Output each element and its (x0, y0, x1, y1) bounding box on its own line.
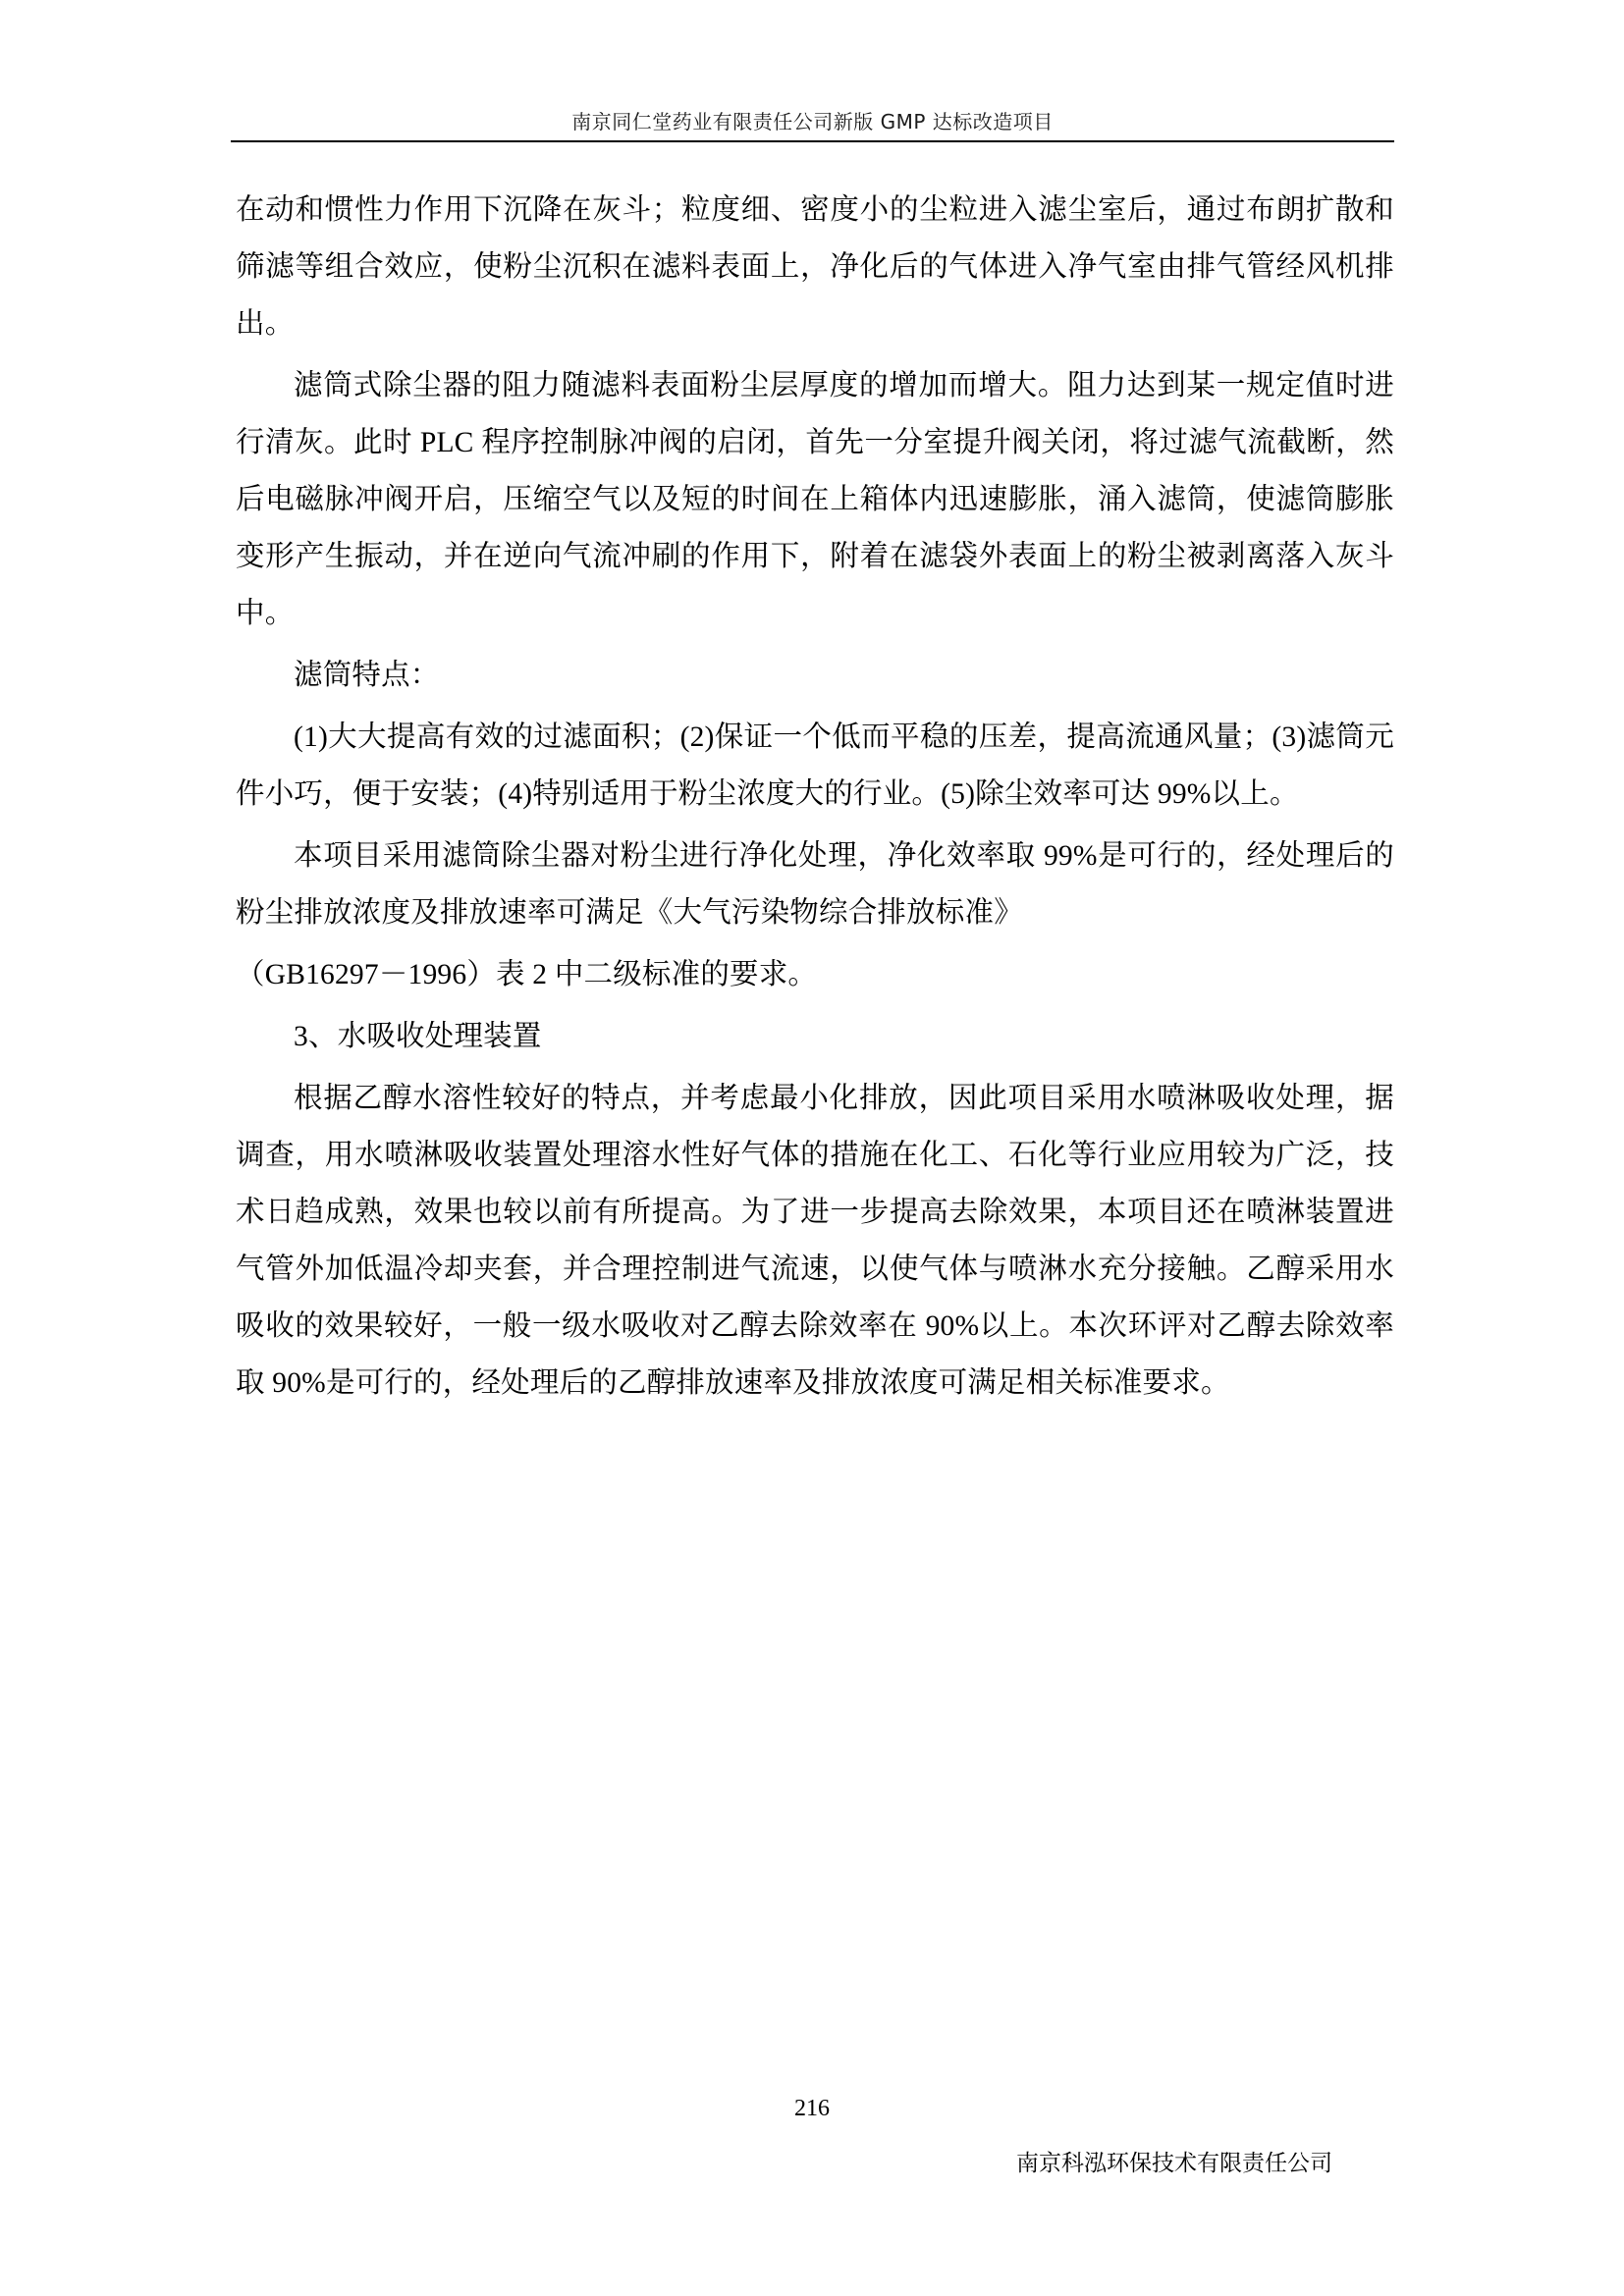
paragraph: 滤筒特点： (294, 660, 440, 691)
paragraph: (1)大大提高有效的过滤面积；(2)保证一个低而平稳的压差，提高流通风量；(3)滤筒元件小巧，便于安装；(4)特别适用于粉尘浓度大的行业。(5)除尘效率可达 99%以上。 (236, 721, 1394, 810)
header-divider (231, 140, 1394, 142)
paragraph: （GB16297－1996）表 2 中二级标准的要求。 (236, 959, 818, 990)
section-heading: 3、水吸收处理装置 (294, 1021, 542, 1052)
paragraph: 滤筒式除尘器的阻力随滤料表面粉尘层厚度的增加而增大。阻力达到某一规定值时进行清灰。此时 PLC 程序控制脉冲阀的启闭，首先一分室提升阀关闭，将过滤气流截断，然后电磁脉冲阀开启，压缩空气以及短的时间在上箱体内迅速膨胀，涌入滤筒，使滤筒膨胀变形产生振动，并在逆向气流冲刷的作用下，附着在滤袋外表面上的粉尘被剥离落入灰斗中。 (236, 370, 1394, 629)
paragraph: 根据乙醇水溶性较好的特点，并考虑最小化排放，因此项目采用水喷淋吸收处理，据调查，用水喷淋吸收装置处理溶水性好气体的措施在化工、石化等行业应用较为广泛，技术日趋成熟，效果也较以前有所提高。为了进一步提高去除效果，本项目还在喷淋装置进气管外加低温冷却夹套，并合理控制进气流速，以使气体与喷淋水充分接触。乙醇采用水吸收的效果较好，一般一级水吸收对乙醇去除效率在 90%以上。本次环评对乙醇去除效率取 90%是可行的，经处理后的乙醇排放速率及排放浓度可满足相关标准要求。 (236, 1083, 1394, 1399)
page-number: 216 (794, 2096, 830, 2121)
page-body (236, 182, 1394, 1416)
paragraph: 本项目采用滤筒除尘器对粉尘进行净化处理，净化效率取 99%是可行的，经处理后的粉尘排放浓度及排放速率可满足《大气污染物综合排放标准》 (236, 840, 1394, 929)
page-header-title: 南京同仁堂药业有限责任公司新版 GMP 达标改造项目 (571, 110, 1054, 133)
footer-organization: 南京科泓环保技术有限责任公司 (1016, 2151, 1332, 2176)
paragraph: 在动和惯性力作用下沉降在灰斗；粒度细、密度小的尘粒进入滤尘室后，通过布朗扩散和筛滤等组合效应，使粉尘沉积在滤料表面上，净化后的气体进入净气室由排气管经风机排出。 (236, 194, 1394, 340)
